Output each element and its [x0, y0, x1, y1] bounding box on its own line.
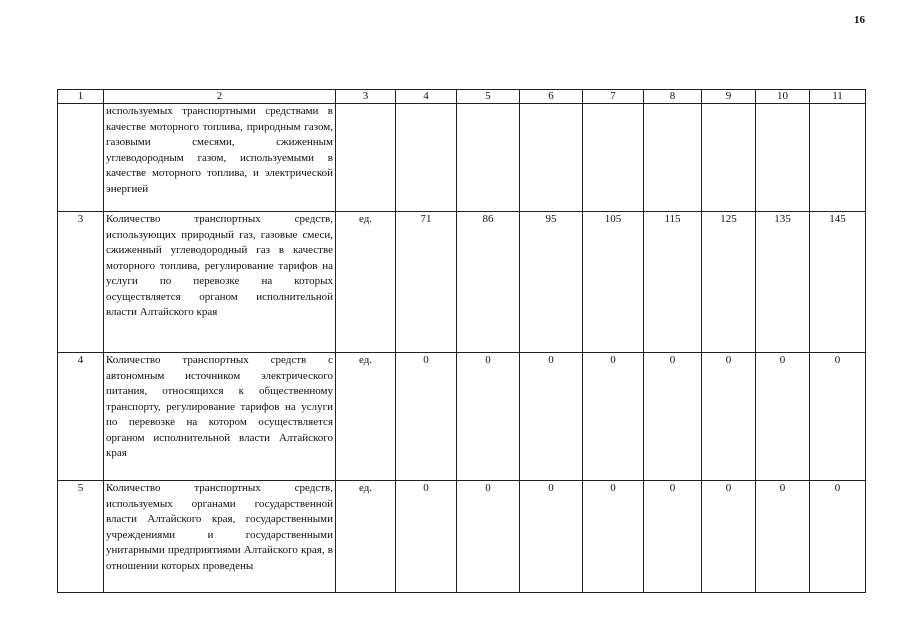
row-number: 4	[58, 353, 104, 481]
header-col-4: 4	[396, 90, 457, 104]
value-cell	[756, 104, 810, 212]
value-cell: 0	[396, 481, 457, 593]
value-cell: 0	[702, 353, 756, 481]
value-cell: 135	[756, 212, 810, 353]
value-cell	[702, 104, 756, 212]
value-cell: 115	[644, 212, 702, 353]
page-number: 16	[854, 14, 865, 26]
value-cell: 0	[520, 481, 583, 593]
value-cell	[644, 104, 702, 212]
indicators-table	[57, 89, 866, 593]
value-cell: 105	[583, 212, 644, 353]
header-col-3: 3	[336, 90, 396, 104]
value-cell: 0	[583, 353, 644, 481]
indicator-text: используемых транспортными средствами в качестве моторного топлива, природным газом, газовыми смесями, сжиженным углеводородным газом, используемыми в качестве моторного топлива, и электрической энергией	[104, 104, 336, 212]
value-cell: 0	[810, 353, 866, 481]
header-col-7: 7	[583, 90, 644, 104]
table-row	[58, 353, 866, 481]
value-cell	[457, 104, 520, 212]
value-cell	[810, 104, 866, 212]
indicator-text: Количество транспортных средств, использующих природный газ, газовые смеси, сжиженный углеводородный газ в качестве моторного топлива, регулирование тарифов на услуги по перевозке на которых осуществляется органом исполнительной власти Алтайского края	[104, 212, 336, 353]
header-row	[58, 90, 866, 104]
header-col-2: 2	[104, 90, 336, 104]
row-number: 3	[58, 212, 104, 353]
unit-cell: ед.	[336, 212, 396, 353]
value-cell	[396, 104, 457, 212]
table-row	[58, 104, 866, 212]
value-cell: 0	[457, 481, 520, 593]
value-cell: 0	[457, 353, 520, 481]
unit-cell: ед.	[336, 481, 396, 593]
value-cell: 95	[520, 212, 583, 353]
value-cell: 0	[583, 481, 644, 593]
header-col-1: 1	[58, 90, 104, 104]
header-col-11: 11	[810, 90, 866, 104]
value-cell: 86	[457, 212, 520, 353]
value-cell: 0	[756, 353, 810, 481]
table-row	[58, 212, 866, 353]
header-col-10: 10	[756, 90, 810, 104]
header-col-9: 9	[702, 90, 756, 104]
value-cell: 0	[644, 481, 702, 593]
value-cell: 71	[396, 212, 457, 353]
row-number: 5	[58, 481, 104, 593]
indicator-text: Количество транспортных средств с автономным источником электрического питания, относящихся к общественному транспорту, регулирование тарифов на услуги по перевозке на котором осуществляется органом исполнительной власти Алтайского края	[104, 353, 336, 481]
value-cell	[520, 104, 583, 212]
row-number	[58, 104, 104, 212]
table-row	[58, 481, 866, 593]
header-col-5: 5	[457, 90, 520, 104]
value-cell: 0	[702, 481, 756, 593]
header-col-8: 8	[644, 90, 702, 104]
value-cell: 0	[396, 353, 457, 481]
header-col-6: 6	[520, 90, 583, 104]
value-cell	[583, 104, 644, 212]
value-cell: 0	[644, 353, 702, 481]
value-cell: 0	[756, 481, 810, 593]
unit-cell	[336, 104, 396, 212]
value-cell: 125	[702, 212, 756, 353]
value-cell: 0	[810, 481, 866, 593]
unit-cell: ед.	[336, 353, 396, 481]
indicator-text: Количество транспортных средств, используемых органами государственной власти Алтайского края, государственными учреждениями и государственными унитарными предприятиями Алтайского края, в отношении которых проведены	[104, 481, 336, 593]
value-cell: 145	[810, 212, 866, 353]
value-cell: 0	[520, 353, 583, 481]
